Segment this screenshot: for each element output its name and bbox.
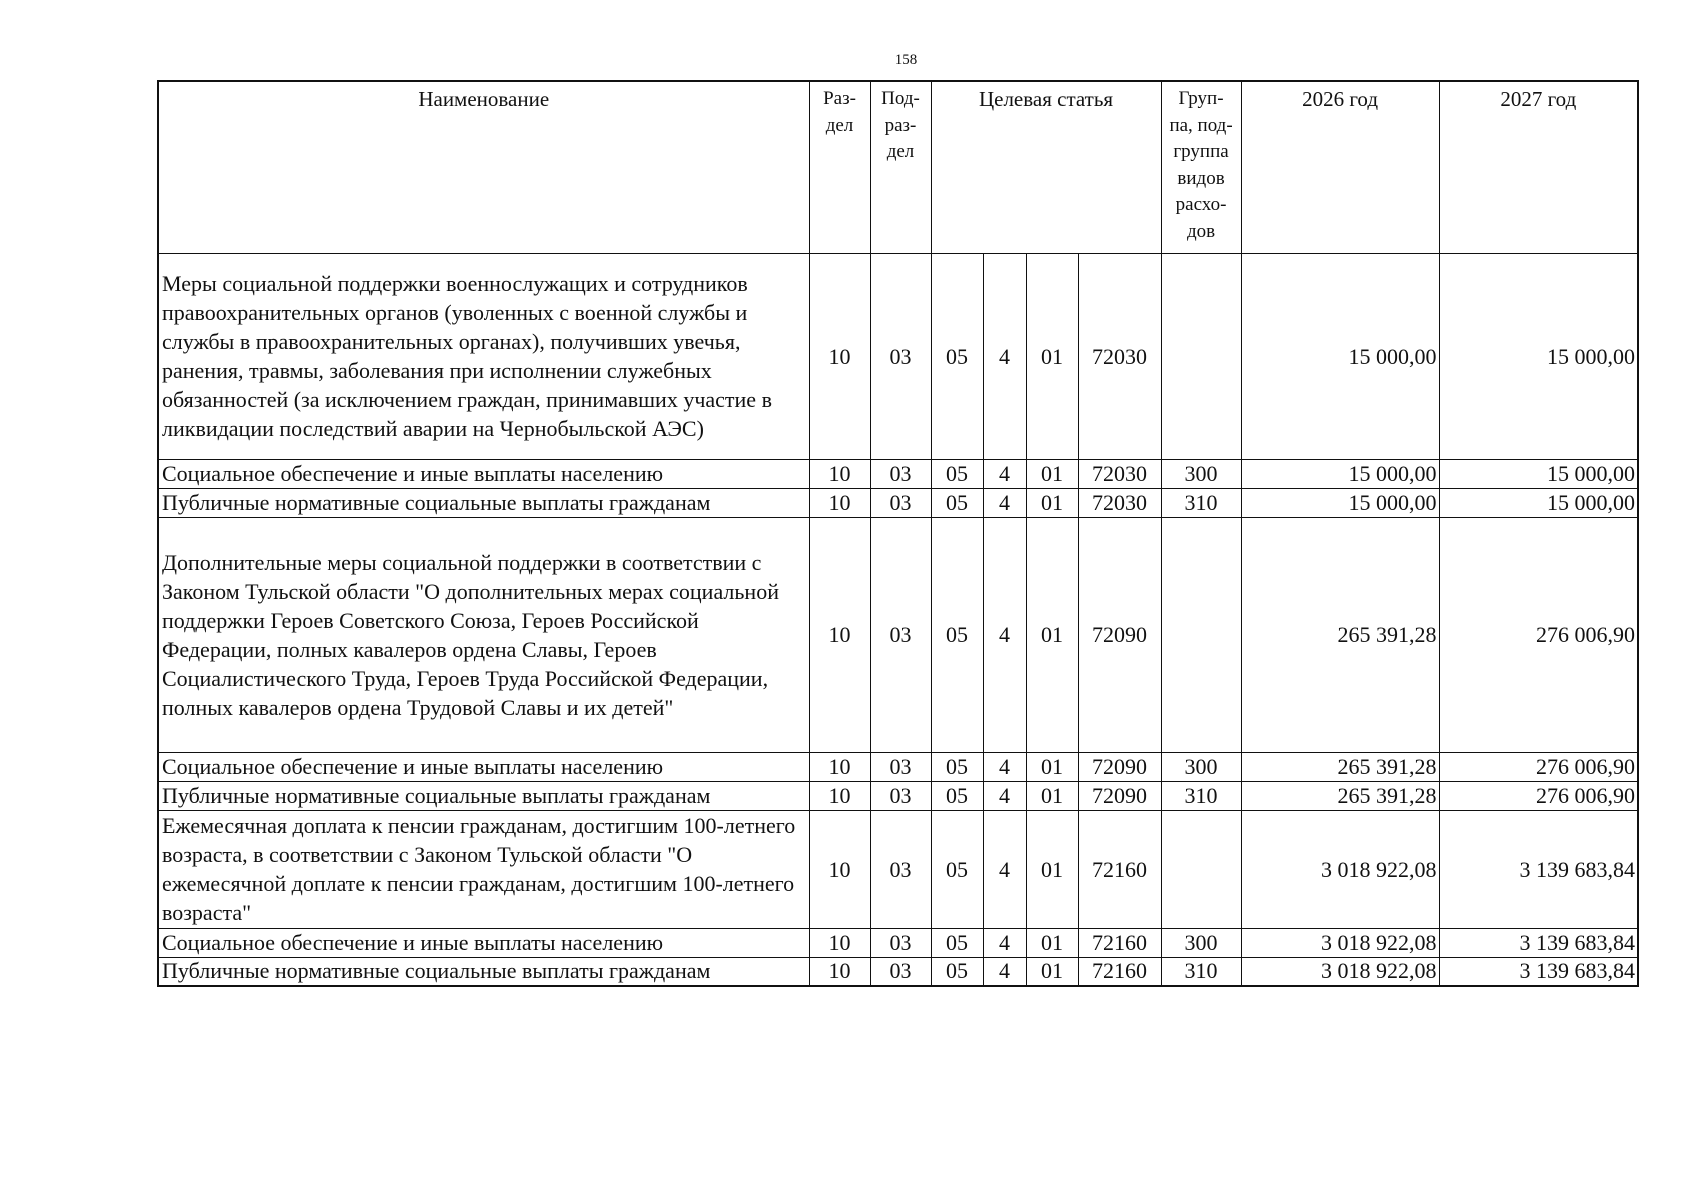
row-section: 10 — [809, 928, 870, 957]
table-row — [158, 810, 1638, 928]
row-target-2: 4 — [983, 781, 1026, 810]
row-target-4: 72030 — [1078, 253, 1161, 459]
row-2026: 15 000,00 — [1241, 488, 1439, 517]
row-name: Меры социальной поддержки военнослужащих и сотрудников правоохранительных органов (уволенных с военной службы и службы в правоохранительных органах), получивших увечья, ранения, травмы, заболевания при исполнении служебных обязанностей (за исключением граждан, принимавших участие в ликвидации последствий аварии на Чернобыльской АЭС) — [158, 253, 809, 459]
row-target-4: 72090 — [1078, 752, 1161, 781]
row-group: 310 — [1161, 957, 1241, 986]
row-section: 10 — [809, 517, 870, 752]
row-2027: 276 006,90 — [1439, 781, 1638, 810]
row-target-4: 72090 — [1078, 781, 1161, 810]
row-target-4: 72030 — [1078, 459, 1161, 488]
table-row — [158, 488, 1638, 517]
row-name: Публичные нормативные социальные выплаты гражданам — [158, 488, 809, 517]
row-target-1: 05 — [931, 253, 983, 459]
row-2026: 265 391,28 — [1241, 781, 1439, 810]
header-subsection: Под- раз- дел — [870, 81, 931, 253]
row-2026: 265 391,28 — [1241, 517, 1439, 752]
row-2027: 3 139 683,84 — [1439, 810, 1638, 928]
row-subsection: 03 — [870, 459, 931, 488]
row-target-1: 05 — [931, 781, 983, 810]
row-target-3: 01 — [1026, 781, 1078, 810]
row-name: Социальное обеспечение и иные выплаты населению — [158, 928, 809, 957]
header-name: Наименование — [158, 81, 809, 253]
budget-table — [157, 80, 1639, 987]
row-subsection: 03 — [870, 781, 931, 810]
row-2026: 3 018 922,08 — [1241, 957, 1439, 986]
row-2026: 3 018 922,08 — [1241, 810, 1439, 928]
table-row — [158, 928, 1638, 957]
row-target-2: 4 — [983, 459, 1026, 488]
row-target-2: 4 — [983, 810, 1026, 928]
row-2027: 15 000,00 — [1439, 488, 1638, 517]
row-2027: 3 139 683,84 — [1439, 928, 1638, 957]
row-target-2: 4 — [983, 928, 1026, 957]
row-target-3: 01 — [1026, 957, 1078, 986]
row-name: Социальное обеспечение и иные выплаты населению — [158, 459, 809, 488]
row-target-4: 72160 — [1078, 928, 1161, 957]
row-section: 10 — [809, 781, 870, 810]
row-target-4: 72160 — [1078, 957, 1161, 986]
row-section: 10 — [809, 253, 870, 459]
row-target-1: 05 — [931, 928, 983, 957]
row-section: 10 — [809, 459, 870, 488]
row-2027: 15 000,00 — [1439, 459, 1638, 488]
header-2026: 2026 год — [1241, 81, 1439, 253]
row-name: Ежемесячная доплата к пенсии гражданам, достигшим 100-летнего возраста, в соответствии с Законом Тульской области "О ежемесячной доплате к пенсии гражданам, достигшим 100-летнего возраста" — [158, 810, 809, 928]
row-2026: 3 018 922,08 — [1241, 928, 1439, 957]
header-section: Раз- дел — [809, 81, 870, 253]
row-target-1: 05 — [931, 488, 983, 517]
row-name: Публичные нормативные социальные выплаты гражданам — [158, 957, 809, 986]
row-subsection: 03 — [870, 810, 931, 928]
row-group: 310 — [1161, 781, 1241, 810]
row-section: 10 — [809, 957, 870, 986]
row-2027: 15 000,00 — [1439, 253, 1638, 459]
row-target-4: 72160 — [1078, 810, 1161, 928]
row-2026: 15 000,00 — [1241, 253, 1439, 459]
row-target-3: 01 — [1026, 253, 1078, 459]
row-subsection: 03 — [870, 752, 931, 781]
row-subsection: 03 — [870, 517, 931, 752]
row-target-3: 01 — [1026, 517, 1078, 752]
row-2027: 3 139 683,84 — [1439, 957, 1638, 986]
row-group — [1161, 253, 1241, 459]
row-target-2: 4 — [983, 957, 1026, 986]
table-row — [158, 781, 1638, 810]
row-2027: 276 006,90 — [1439, 517, 1638, 752]
table-row — [158, 253, 1638, 459]
row-name: Дополнительные меры социальной поддержки в соответствии с Законом Тульской области "О дополнительных мерах социальной поддержки Героев Советского Союза, Героев Российской Федерации, полных кавалеров ордена Славы, Героев Социалистического Труда, Героев Труда Российской Федерации, полных кавалеров ордена Трудовой Славы и их детей" — [158, 517, 809, 752]
row-target-3: 01 — [1026, 459, 1078, 488]
row-target-2: 4 — [983, 517, 1026, 752]
row-target-3: 01 — [1026, 928, 1078, 957]
row-target-3: 01 — [1026, 752, 1078, 781]
row-target-3: 01 — [1026, 810, 1078, 928]
row-group: 300 — [1161, 928, 1241, 957]
row-target-4: 72030 — [1078, 488, 1161, 517]
row-2026: 265 391,28 — [1241, 752, 1439, 781]
table-row — [158, 957, 1638, 986]
page-number: 158 — [894, 52, 918, 68]
row-subsection: 03 — [870, 253, 931, 459]
row-target-2: 4 — [983, 253, 1026, 459]
header-expense-group: Груп- па, под- группа видов расхо- дов — [1161, 81, 1241, 253]
table-row — [158, 752, 1638, 781]
row-name: Социальное обеспечение и иные выплаты населению — [158, 752, 809, 781]
row-name: Публичные нормативные социальные выплаты гражданам — [158, 781, 809, 810]
row-target-1: 05 — [931, 810, 983, 928]
row-section: 10 — [809, 488, 870, 517]
row-target-4: 72090 — [1078, 517, 1161, 752]
row-target-1: 05 — [931, 752, 983, 781]
header-target-article: Целевая статья — [931, 81, 1161, 253]
row-group — [1161, 517, 1241, 752]
row-target-1: 05 — [931, 459, 983, 488]
row-target-1: 05 — [931, 517, 983, 752]
row-subsection: 03 — [870, 488, 931, 517]
row-subsection: 03 — [870, 957, 931, 986]
row-target-1: 05 — [931, 957, 983, 986]
header-2027: 2027 год — [1439, 81, 1638, 253]
row-group: 300 — [1161, 752, 1241, 781]
table-row — [158, 517, 1638, 752]
row-target-3: 01 — [1026, 488, 1078, 517]
row-target-2: 4 — [983, 752, 1026, 781]
row-subsection: 03 — [870, 928, 931, 957]
header-row — [158, 81, 1638, 253]
row-2027: 276 006,90 — [1439, 752, 1638, 781]
table-row — [158, 459, 1638, 488]
row-target-2: 4 — [983, 488, 1026, 517]
row-group: 310 — [1161, 488, 1241, 517]
row-group: 300 — [1161, 459, 1241, 488]
row-group — [1161, 810, 1241, 928]
row-section: 10 — [809, 810, 870, 928]
row-2026: 15 000,00 — [1241, 459, 1439, 488]
row-section: 10 — [809, 752, 870, 781]
